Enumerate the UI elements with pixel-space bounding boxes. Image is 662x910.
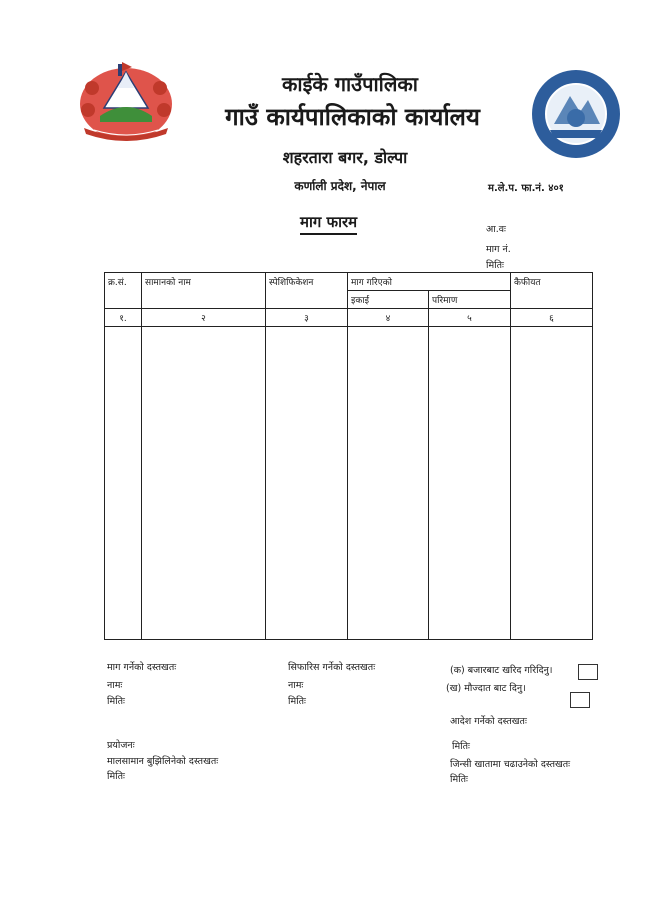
option-stock-issue: (ख) मौज्दात बाट दिनु। xyxy=(446,683,526,694)
receiver-signature-label: मालसामान बुझिलिनेको दस्तखतः xyxy=(107,756,219,767)
option-stock-checkbox[interactable] xyxy=(570,692,590,708)
header-remarks: कैफीयत xyxy=(511,273,593,309)
purpose-label: प्रयोजनः xyxy=(107,740,135,751)
table-cell[interactable] xyxy=(142,327,266,640)
municipality-seal-logo xyxy=(530,68,622,160)
ledger-entry-signature-label: जिन्सी खातामा चढाउनेको दस्तखतः xyxy=(450,759,571,770)
orderer-date-label: मितिः xyxy=(452,741,470,752)
demand-number-label: माग नं. xyxy=(486,244,511,255)
column-number: ४ xyxy=(348,309,429,327)
table-cell[interactable] xyxy=(348,327,429,640)
recommender-date-label: मितिः xyxy=(288,696,306,707)
header-serial: क्र.सं. xyxy=(105,273,142,309)
header-quantity: परिमाण xyxy=(429,291,511,309)
office-address: शहरतारा बगर, डोल्पा xyxy=(282,148,408,167)
header-specification: स्पेशिफिकेशन xyxy=(266,273,348,309)
fiscal-year-label: आ.वः xyxy=(486,224,506,235)
form-title: माग फारम xyxy=(300,212,357,235)
option-market-purchase: (क) बजारबाट खरिद गरिदिनु। xyxy=(450,665,553,676)
office-name: गाउँ कार्यपालिकाको कार्यालय xyxy=(225,103,480,131)
column-number: ३ xyxy=(266,309,348,327)
form-date-label: मितिः xyxy=(486,260,504,271)
table-cell[interactable] xyxy=(511,327,593,640)
form-number: म.ले.प. फा.नं. ४०१ xyxy=(488,183,564,194)
nepal-emblem-logo xyxy=(74,58,178,146)
recommender-name-label: नामः xyxy=(288,680,304,691)
column-number: ६ xyxy=(511,309,593,327)
header-demanded: माग गरिएको xyxy=(348,273,511,291)
table-row[interactable] xyxy=(105,327,593,640)
demand-table xyxy=(104,272,593,640)
ledger-entry-date-label: मितिः xyxy=(450,774,468,785)
column-number: ५ xyxy=(429,309,511,327)
header-item-name: सामानको नाम xyxy=(142,273,266,309)
table-cell[interactable] xyxy=(429,327,511,640)
table-cell[interactable] xyxy=(266,327,348,640)
option-market-checkbox[interactable] xyxy=(578,664,598,680)
municipality-name: काईके गाउँपालिका xyxy=(282,72,418,96)
requester-name-label: नामः xyxy=(107,680,123,691)
column-number: १. xyxy=(105,309,142,327)
recommender-signature-label: सिफारिस गर्नेको दस्तखतः xyxy=(288,662,376,673)
column-number: २ xyxy=(142,309,266,327)
requester-signature-label: माग गर्नेको दस्तखतः xyxy=(107,662,177,673)
table-cell[interactable] xyxy=(105,327,142,640)
receiver-date-label: मितिः xyxy=(107,771,125,782)
province-name: कर्णाली प्रदेश, नेपाल xyxy=(294,179,386,193)
requester-date-label: मितिः xyxy=(107,696,125,707)
header-unit: इकाई xyxy=(348,291,429,309)
orderer-signature-label: आदेश गर्नेको दस्तखतः xyxy=(450,716,527,727)
